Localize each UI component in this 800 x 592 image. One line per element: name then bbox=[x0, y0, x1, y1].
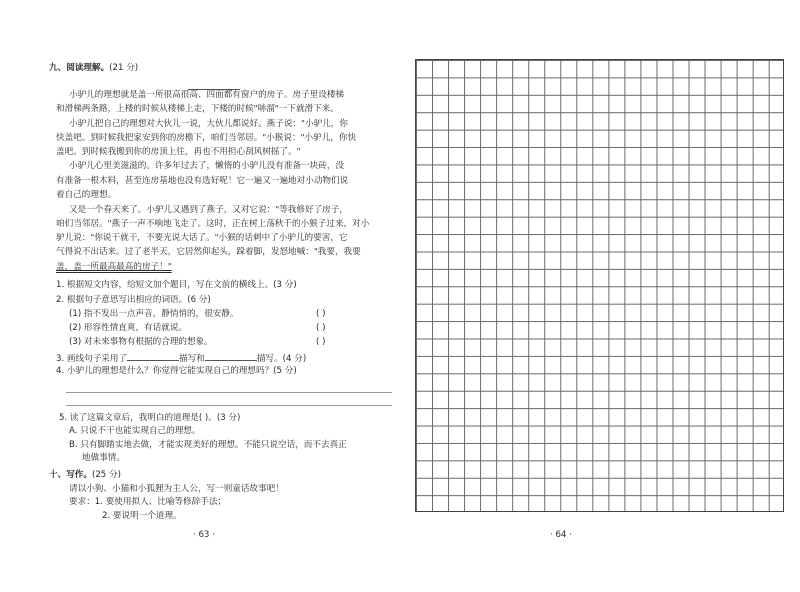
passage-line: 有准备一根木料，甚至连房基地也没有选好呢！它一遍又一遍地对小动物们说 bbox=[56, 176, 349, 186]
option-a: A. 只说不干也能实现自己的理想。 bbox=[69, 426, 201, 436]
question-2: 2. 根据句子意思写出相应的词语。(6 分) bbox=[56, 295, 211, 305]
question-5: 5. 读了这篇文章后，我明白的道理是( )。(3 分) bbox=[59, 413, 241, 423]
option-b-continued: 地做事情。 bbox=[82, 453, 125, 463]
question-3: 3. 画线句子采用了 描写和 描写。(4 分) bbox=[56, 351, 306, 365]
answer-parentheses[interactable]: ( ) bbox=[316, 309, 326, 319]
page-number: · 63 · bbox=[193, 530, 215, 540]
passage-line: 驴儿说："你说干就干，不要光说大话了。"小猴的话刺中了小驴儿的要害，它 bbox=[56, 233, 348, 243]
passage-line: 气得说不出话来。过了老半天，它居然仰起头，跺着脚，发怒地喊："我要，我要 bbox=[56, 247, 361, 257]
page-number: · 64 · bbox=[550, 530, 572, 540]
passage-line: 盖吧。到时候我搬到你的房顶上住，再也不用担心刮风树摇了。" bbox=[56, 147, 301, 157]
answer-line[interactable] bbox=[66, 392, 392, 393]
answer-blank[interactable] bbox=[127, 351, 179, 361]
question-1: 1. 根据短文内容，给短文加个题目，写在文前的横线上。(3 分) bbox=[56, 280, 297, 290]
question-2-item: (3) 对未来事物有根据的合理的想象。 bbox=[69, 337, 213, 347]
passage-line: 小驴儿把自己的理想对大伙儿一说，大伙儿都说好。燕子说："小驴儿，你 bbox=[69, 119, 348, 129]
passage-line: 小驴儿的理想就是盖一所很高很高、四面都有窗户的房子。房子里设楼梯 bbox=[69, 90, 345, 100]
answer-parentheses[interactable]: ( ) bbox=[316, 337, 326, 347]
passage-line: 和滑梯两条路，上楼的时候从楼梯上走，下楼的时候"哧溜"一下就滑下来。 bbox=[56, 104, 339, 114]
section10-heading: 十、写作。(25 分) bbox=[49, 470, 121, 480]
answer-blank[interactable] bbox=[205, 351, 257, 361]
question-2-item: (1) 指不发出一点声音，静悄悄的，很安静。 bbox=[69, 309, 239, 319]
underlined-sentence: 盖，盖一所最高最高的房子！" bbox=[56, 262, 172, 272]
passage-line: 小驴儿心里美滋滋的。许多年过去了，懒惰的小驴儿没有准备一块砖，没 bbox=[69, 161, 345, 171]
writing-requirement: 要求：1. 要使用拟人、比喻等修辞手法； bbox=[69, 497, 227, 507]
passage-line: 咱们当邻居。"燕子一声不响地飞走了。这时，正在树上荡秋千的小猴子过来，对小 bbox=[56, 219, 370, 229]
answer-parentheses[interactable]: ( ) bbox=[316, 323, 326, 333]
writing-prompt: 请以小狗、小猫和小狐狸为主人公，写一则童话故事吧！ bbox=[69, 484, 284, 494]
passage-line: 着自己的理想。 bbox=[56, 190, 117, 200]
question-4: 4. 小驴儿的理想是什么？你觉得它能实现自己的理想吗？(5 分) bbox=[56, 366, 297, 376]
option-b: B. 只有脚踏实地去做，才能实现美好的理想。不能只说空话，而不去真正 bbox=[69, 440, 347, 450]
section9-heading: 九、阅读理解。(21 分) bbox=[49, 63, 139, 73]
passage-line: 又是一个春天来了。小驴儿又遇到了燕子，又对它说："等我修好了房子， bbox=[69, 205, 348, 215]
writing-requirement: 2. 要说明一个道理。 bbox=[102, 511, 182, 521]
passage-line: 快盖吧。到时候我把家安到你的房檐下，咱们当邻居。"小猴说："小驴儿，你快 bbox=[56, 133, 357, 143]
composition-grid[interactable] bbox=[415, 59, 784, 512]
answer-line[interactable] bbox=[66, 405, 392, 406]
question-2-item: (2) 形容性情直爽，有话就说。 bbox=[69, 323, 188, 333]
